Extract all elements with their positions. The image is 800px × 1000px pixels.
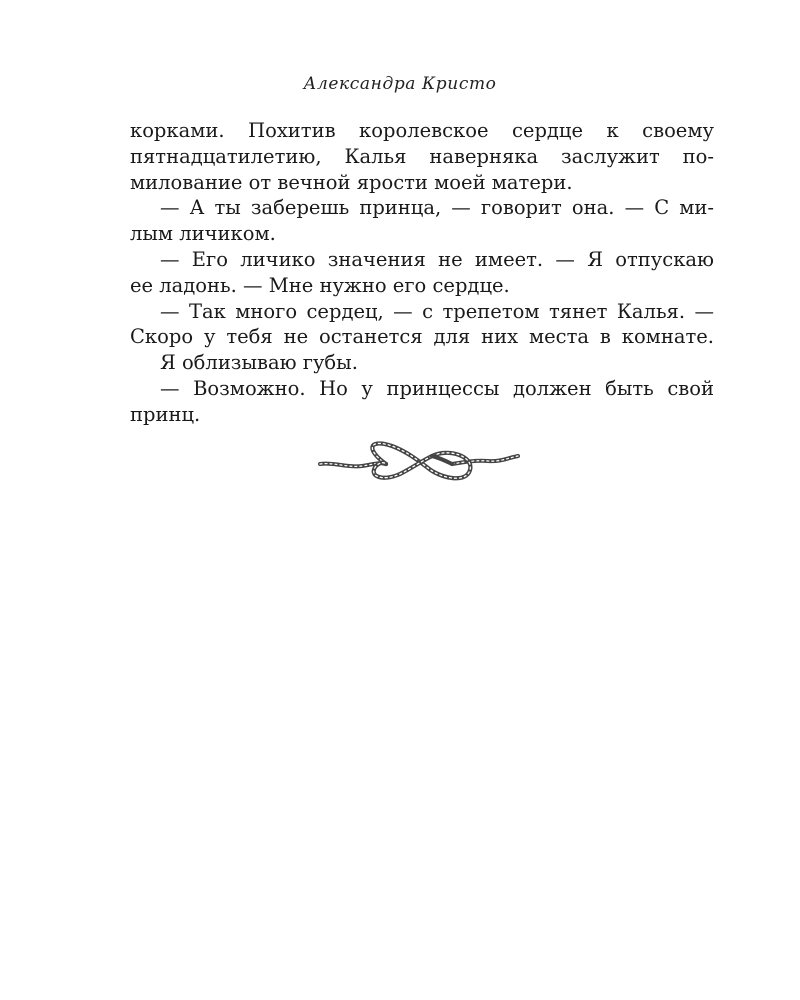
text-line: — Так много сердец, — с трепетом тянет Калья. — [160,299,714,323]
text-line: милование от вечной ярости моей матери. [130,170,573,194]
text-line: — Возможно. Но у принцессы должен быть свой [160,376,714,400]
text-line: — А ты заберешь принца, — говорит она. — С ми- [160,196,714,220]
text-line: — Его личико значения не имеет. — Я отпускаю [160,247,714,271]
text-line: лым личиком. [130,222,276,246]
body-text [130,118,714,428]
text-line: Скоро у тебя не останется для них места в комнате. [130,325,714,349]
text-line: Я облизываю губы. [160,351,358,375]
text-line: коркaми. Похитив королевское сердце к своему [130,119,714,142]
text-line: ее ладонь. — Мне нужно его сердце. [130,273,510,297]
rope-knot-icon [316,440,522,484]
running-head-author: Александра Кристо [303,74,497,94]
text-line: принц. [130,402,201,426]
text-line: пятнадцатилетию, Калья наверняка заслужит по- [130,144,714,168]
